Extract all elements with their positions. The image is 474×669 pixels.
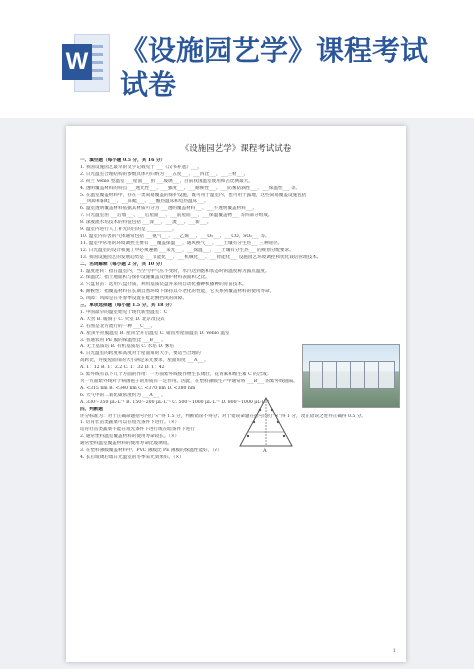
greenhouse-structure	[309, 361, 395, 389]
text-line: 10. 温室内有害的气体通常包括 ___氨气___、___乙烯___、___O₃___、___CO、SO₂___ 等。	[80, 233, 270, 239]
text-line: 6. 温室透明覆盖材料依据其材质可分为 ___透明覆盖材料___、___不透明覆盖材料___。	[80, 206, 258, 212]
text-line: 通常塑料温室覆盖材料的使用寿命比玻璃短。	[80, 441, 172, 447]
text-line: 5. 紫外线有以下几个方面的作用：一方面紫外线使作物生长矮壮，花青素和维生素 C 的合成；	[80, 372, 272, 378]
text-line: 3. 在塑料薄膜覆盖材料中，PVC 薄膜比 PE 薄膜的保温性能好。（√）	[80, 448, 223, 454]
text-line: 1. 中国最早的温室始见于现代新型温室：C	[80, 309, 168, 315]
word-app-icon	[62, 34, 108, 90]
text-line: 培育壮苗类蔬菜不能在短光条件下进行或在暗条件下进行	[80, 427, 195, 433]
text-line: 1. 温度逆转：指在温室内，当空气中气压不变时，水汽达到饱和状态时的温度称为露点温度。	[80, 268, 270, 274]
header-banner	[0, 0, 474, 118]
text-line: 高跨比，并使屋面角的大小满足采光要求，屋面角度 ___A___。	[80, 358, 209, 364]
text-line: 2. 右图是北方流行的一种 ___C___。	[80, 323, 156, 329]
section-heading: 三、单项选择题（每小题 1.5 分，共 18 分）	[80, 303, 175, 309]
text-line: ___风障和阳畦___、___阳畦___、___酿热温床和电热温床___。	[80, 199, 209, 205]
text-line: 3. 普通农用 PE 膜的保温性比 ___B___ 。	[80, 337, 166, 343]
diagram-label: A	[263, 448, 267, 452]
text-line: 13. 我国设施园艺的发展趋势是 ___节能化___、___机械化___、___智能化___ 设施园艺环境调控和优化栽培管理技术。	[80, 254, 322, 260]
text-line: 评分标准为：对于正确命题括号内打“√”得 1.5 分，判断错误不得分；对于错误命题在括号内打“×”得 1 分，改正错误之处并正确得 0.5 分。	[80, 413, 366, 419]
text-line: 11. 温室中常用的环境调控主要有 ___覆盖保温___、通风换气___、___土壤有分生热___ 三种途径。	[80, 240, 283, 246]
section-heading: 二、名词解释（每小题 2 分，共 10 分）	[80, 261, 165, 267]
text-line: A. 330～350 μL·L⁻¹ B. 150～200 μL·L⁻¹ C. 500～1000 μL·L⁻¹ D. 800～1000 μL·L⁻¹	[80, 399, 270, 405]
banner-title: 《设施园艺学》课程考试试卷	[120, 34, 429, 101]
text-line: 2. 日光温室合理结构的参数具体可归纳为 ___五度___、___四比___、___三材___。	[80, 171, 249, 177]
text-line: 4. 耐候性：指覆盖材料在长期自然环境下保持其不老化的性能，它关系到覆盖材料的使用寿命。	[80, 289, 275, 295]
document-title: 《设施园艺学》课程考试试卷	[180, 144, 292, 154]
word-badge: W	[62, 44, 92, 80]
section-heading: 一、填空题（每小题 0.5 分，共 16 分）	[80, 158, 166, 163]
text-line: 9. 温室内进行人工补光的目的是 ___________。	[80, 227, 177, 233]
text-line: A. 大窖 B. 暖洞子 C. 火室 D. 北京改良式	[80, 316, 165, 322]
roof-angle-diagram	[234, 394, 298, 452]
text-line: A. 屋顶平拉膜温室 B. 屋顶全开启温室 C. 锯齿形屋面温室 D. Venlo 温室	[80, 330, 230, 336]
text-line: A. 无土基质培 B. 有机基质培 C. 水培 D. 雾培	[80, 344, 174, 350]
text-line: A. 1：12 B. 1：2.2 C. 1：32 D. 1：42	[80, 365, 165, 371]
text-line: 5. 在温室覆盖材料中，存在一类简易覆盖的保护设施，既可用于温室内，也可用于露地，这些简易覆盖设施包括	[80, 192, 307, 198]
text-line: 另一方面紫外线对于病菌孢子的形成有一定作用。因此，在塑料薄膜生产中通常将 ___B___ 的紫外线阻隔。	[80, 379, 298, 384]
text-line: 3. 荷兰 Venlo 型温室 ___屋面___ 由 ___玻璃___，目前我国温室使用和占比例最大。	[80, 178, 253, 184]
text-line: 1. 我国设施园艺最早的文字记载见于 ___《汉书补遗》___。	[80, 164, 203, 170]
text-line: 2. 通常塑料温室覆盖材料的使用寿命较长。（×）	[80, 434, 180, 440]
text-line: 3. 穴盘育苗：选用穴盘介质，利用基质装盘并采用自动化播种机播种的育苗技术。	[80, 282, 247, 288]
greenhouse-photo	[302, 344, 400, 408]
page-number: 1	[392, 648, 396, 654]
document-page	[66, 126, 406, 662]
text-line: A. <315 nm B. <340 nm C. <370 nm D. <380 nm	[80, 385, 196, 391]
text-line: 4. 日光温室的跨度和高度对于屋面角的大小，要适当合理的	[80, 351, 201, 357]
text-line: 4. 透明覆盖材料的特点 ___透光性___、___强度___、___耐候性___、___防雾防滴性___、___保温性___ 等。	[80, 185, 301, 191]
text-line: 1. 培育壮苗类蔬菜可以在短光条件下进行。（×）	[80, 420, 180, 426]
text-line: 8. 深液流水培技术的特征包括 ___深___、___流___、___新___。	[80, 220, 212, 226]
section-heading: 四、判断题	[80, 406, 103, 412]
text-line: 12. 日光温室的设计和施工中必须遵循 ___采光___、___保温___、___土壤有分生热___ 的规划分配要求。	[80, 247, 294, 253]
text-line: 7. 日光温室由 ___后墙___、___后屋面___、___前屋面___、___保温覆盖物___ 等四部分组成。	[80, 213, 273, 219]
text-line: 6. 大气中的二氧化碳浓度约为 ___A___ 。	[80, 392, 166, 398]
text-line: 5. 风障：风障是在冬春季设置在畦北侧挡风的屏障。	[80, 296, 187, 302]
text-line: 4. 长后坡矮后墙日光温室的冬季采光效果好。（×）	[80, 454, 184, 460]
text-line: 2. 保温比：指土地面积与保护设施覆盖及围护材料表面积之比。	[80, 275, 210, 281]
